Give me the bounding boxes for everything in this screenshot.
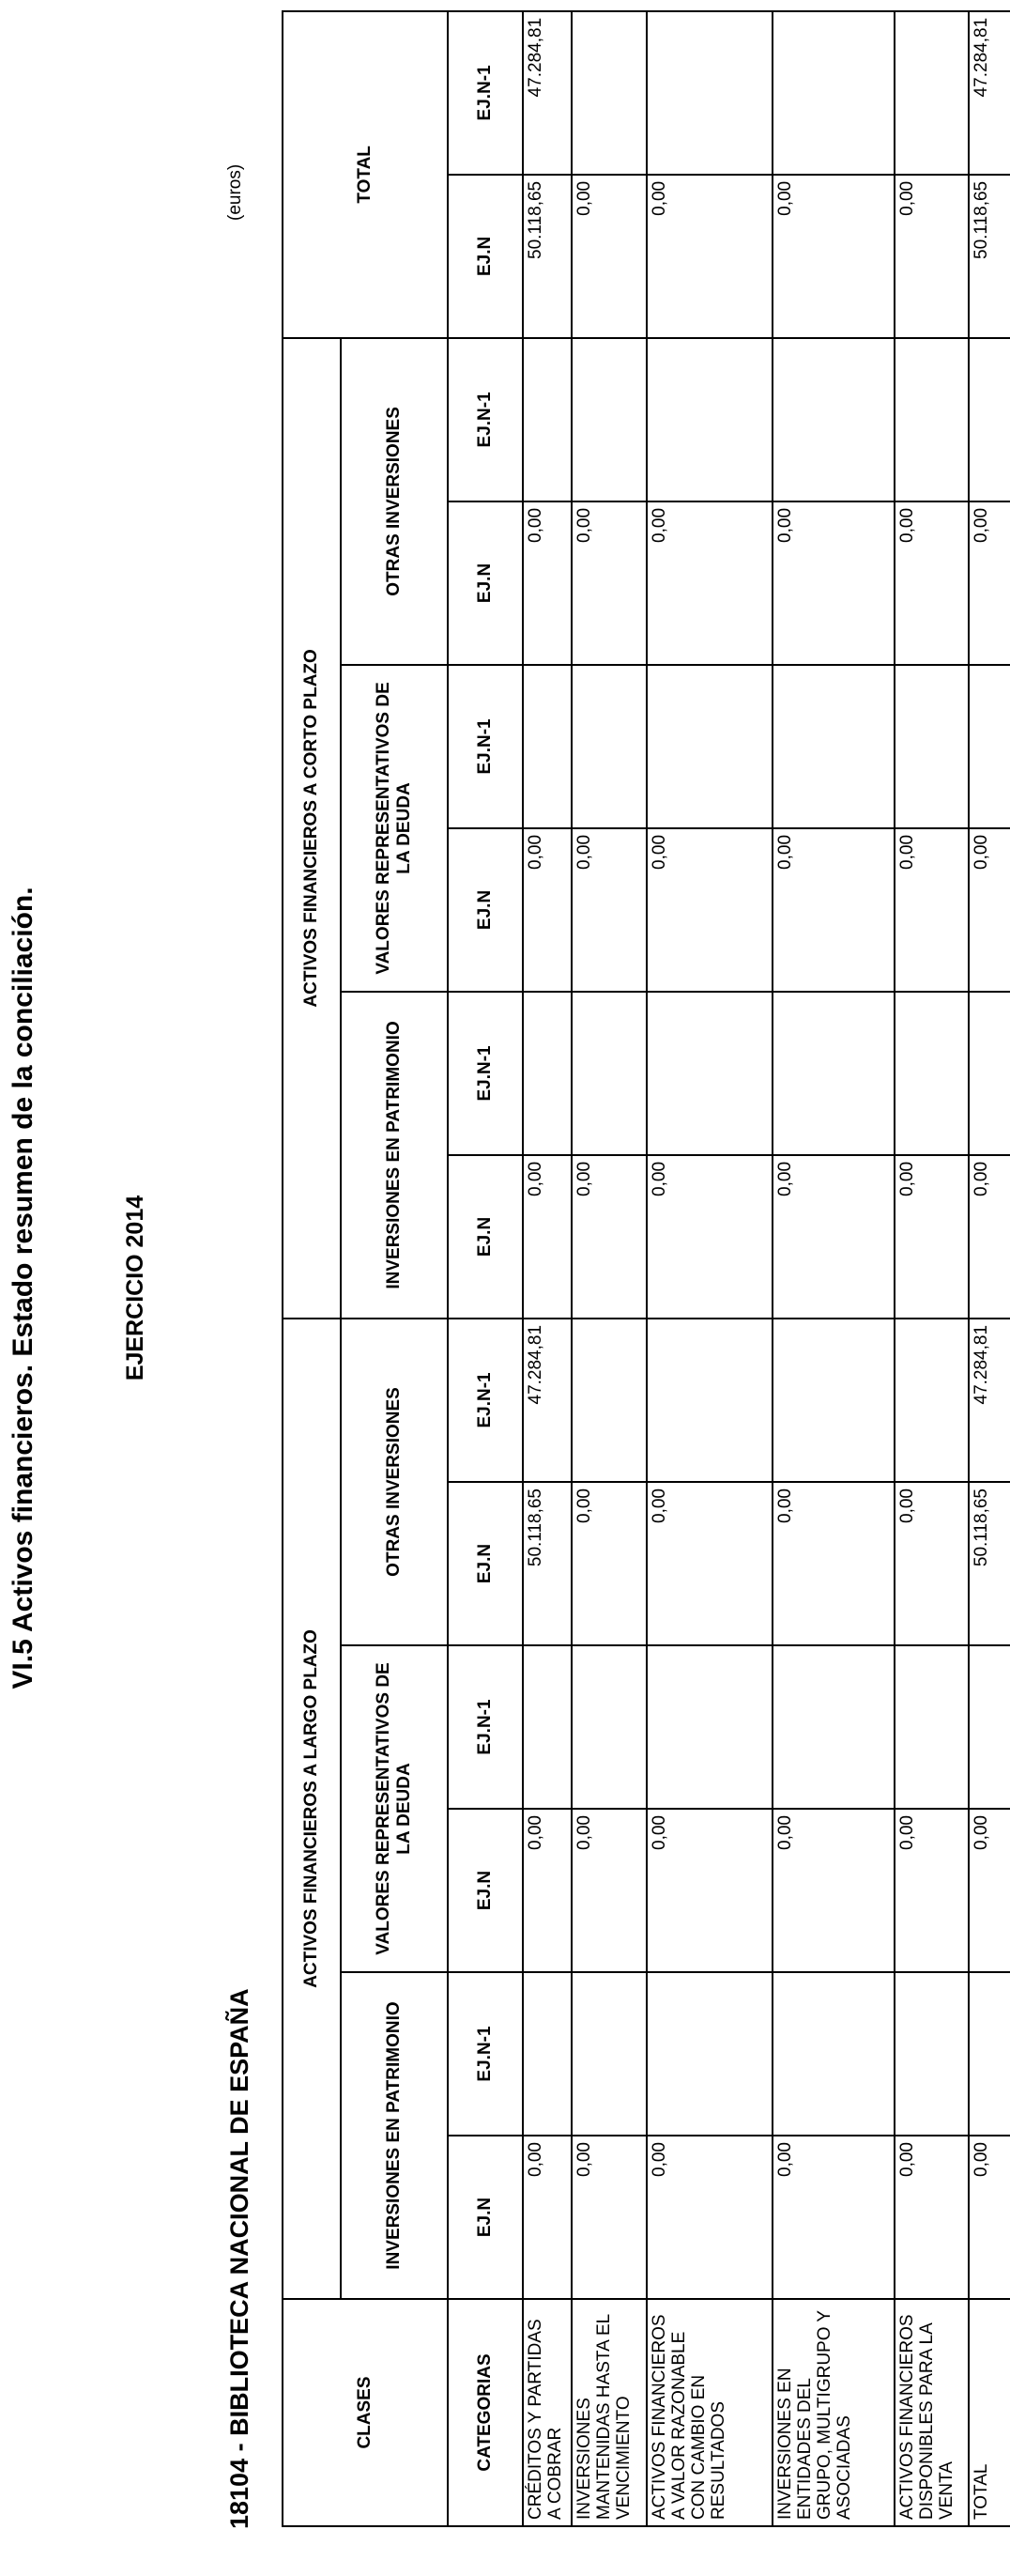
value-cell: 0,00 [969,1809,1010,1972]
row-label: INVERSIONES EN ENTIDADES DEL GRUPO, MULTIGRUPO Y ASOCIADAS [773,2299,895,2526]
value-cell [572,992,647,1155]
value-cell: 0,00 [572,1155,647,1319]
value-cell: 0,00 [572,828,647,992]
value-cell: 0,00 [773,1482,895,1645]
value-cell [969,1645,1010,1809]
value-cell: 50.118,65 [969,175,1010,338]
value-cell: 0,00 [895,1809,969,1972]
value-cell: 50.118,65 [523,175,572,338]
row-label: INVERSIONES MANTENIDAS HASTA EL VENCIMIENTO [572,2299,647,2526]
value-cell [773,1972,895,2136]
value-cell: 0,00 [895,175,969,338]
header-cp-inversiones-patrimonio: INVERSIONES EN PATRIMONIO [341,992,448,1319]
value-cell: 0,00 [647,1155,773,1319]
value-cell: 0,00 [523,1155,572,1319]
row-label: ACTIVOS FINANCIEROS DISPONIBLES PARA LA VENTA [895,2299,969,2526]
header-ej-n: EJ.N [448,1482,523,1645]
value-cell [773,1645,895,1809]
header-clases: CLASES [283,2299,448,2526]
page-title: VI.5 Activos financieros. Estado resumen de la conciliación. [8,887,38,1689]
value-cell [523,1645,572,1809]
table-row [773,11,895,2526]
value-cell: 0,00 [773,501,895,665]
value-cell [895,1645,969,1809]
value-cell: 0,00 [969,1155,1010,1319]
header-cp-valores-deuda: VALORES REPRESENTATIVOS DE LA DEUDA [341,665,448,992]
value-cell [647,1319,773,1482]
header-ej-n-1: EJ.N-1 [448,1645,523,1809]
value-cell: 0,00 [773,1809,895,1972]
value-cell: 0,00 [895,1482,969,1645]
table-row [647,11,773,2526]
value-cell [572,338,647,501]
value-cell: 0,00 [773,828,895,992]
value-cell [647,1972,773,2136]
value-cell: 47.284,81 [523,1319,572,1482]
value-cell: 0,00 [523,501,572,665]
value-cell [647,992,773,1155]
header-ej-n: EJ.N [448,175,523,338]
value-cell [969,338,1010,501]
value-cell [523,1972,572,2136]
value-cell [773,338,895,501]
entity-name: 18104 - BIBLIOTECA NACIONAL DE ESPAÑA [225,1988,253,2529]
row-label: CRÉDITOS Y PARTIDAS A COBRAR [523,2299,572,2526]
header-categorias: CATEGORIAS [448,2299,523,2526]
value-cell: 0,00 [572,501,647,665]
value-cell [523,992,572,1155]
value-cell [572,1645,647,1809]
value-cell: 0,00 [523,828,572,992]
value-cell [969,992,1010,1155]
value-cell: 0,00 [523,1809,572,1972]
header-lp-valores-deuda: VALORES REPRESENTATIVOS DE LA DEUDA [341,1645,448,1972]
header-ej-n-1: EJ.N-1 [448,11,523,175]
value-cell [773,665,895,828]
value-cell: 0,00 [895,2136,969,2299]
value-cell [969,665,1010,828]
header-cp-otras-inversiones: OTRAS INVERSIONES [341,338,448,665]
header-largo-plazo: ACTIVOS FINANCIEROS A LARGO PLAZO [283,1319,341,2299]
value-cell: 0,00 [647,1482,773,1645]
value-cell [647,665,773,828]
header-ej-n: EJ.N [448,1809,523,1972]
value-cell [895,1972,969,2136]
header-corto-plazo: ACTIVOS FINANCIEROS A CORTO PLAZO [283,338,341,1319]
value-cell [895,992,969,1155]
value-cell: 0,00 [895,501,969,665]
header-ej-n-1: EJ.N-1 [448,665,523,828]
value-cell [773,11,895,175]
header-ej-n-1: EJ.N-1 [448,992,523,1155]
value-cell: 0,00 [773,1155,895,1319]
value-cell: 50.118,65 [969,1482,1010,1645]
value-cell: 0,00 [523,2136,572,2299]
header-lp-otras-inversiones: OTRAS INVERSIONES [341,1319,448,1645]
value-cell: 0,00 [969,2136,1010,2299]
value-cell [572,11,647,175]
value-cell [523,338,572,501]
value-cell [969,1972,1010,2136]
header-lp-inversiones-patrimonio: INVERSIONES EN PATRIMONIO [341,1972,448,2299]
row-label: ACTIVOS FINANCIEROS A VALOR RAZONABLE CON CAMBIO EN RESULTADOS [647,2299,773,2526]
row-label: TOTAL [969,2299,1010,2526]
value-cell [773,1319,895,1482]
value-cell [647,338,773,501]
header-total: TOTAL [283,11,448,338]
value-cell: 0,00 [895,828,969,992]
value-cell [895,1319,969,1482]
header-ej-n: EJ.N [448,1155,523,1319]
table-row [895,11,969,2526]
value-cell: 0,00 [647,2136,773,2299]
value-cell: 0,00 [572,1809,647,1972]
value-cell: 0,00 [647,501,773,665]
value-cell [572,1972,647,2136]
value-cell: 0,00 [895,1155,969,1319]
table-row [523,11,572,2526]
value-cell: 0,00 [647,828,773,992]
table-row [572,11,647,2526]
value-cell: 0,00 [773,175,895,338]
value-cell [647,1645,773,1809]
value-cell [773,992,895,1155]
fiscal-year: EJERCICIO 2014 [122,1195,148,1381]
value-cell: 47.284,81 [969,11,1010,175]
value-cell: 0,00 [773,2136,895,2299]
financial-assets-table [282,10,1010,2527]
value-cell: 0,00 [647,1809,773,1972]
value-cell [895,11,969,175]
value-cell [895,665,969,828]
value-cell [572,665,647,828]
header-ej-n: EJ.N [448,828,523,992]
table-row [969,11,1010,2526]
value-cell: 0,00 [572,1482,647,1645]
header-ej-n-1: EJ.N-1 [448,338,523,501]
value-cell [572,1319,647,1482]
value-cell [523,665,572,828]
value-cell: 0,00 [572,2136,647,2299]
value-cell [895,338,969,501]
value-cell: 0,00 [572,175,647,338]
value-cell: 47.284,81 [969,1319,1010,1482]
header-ej-n-1: EJ.N-1 [448,1972,523,2136]
header-ej-n-1: EJ.N-1 [448,1319,523,1482]
value-cell: 50.118,65 [523,1482,572,1645]
value-cell: 0,00 [647,175,773,338]
currency-unit: (euros) [225,163,245,221]
value-cell: 0,00 [969,501,1010,665]
header-ej-n: EJ.N [448,2136,523,2299]
value-cell [647,11,773,175]
value-cell: 47.284,81 [523,11,572,175]
value-cell: 0,00 [969,828,1010,992]
header-ej-n: EJ.N [448,501,523,665]
